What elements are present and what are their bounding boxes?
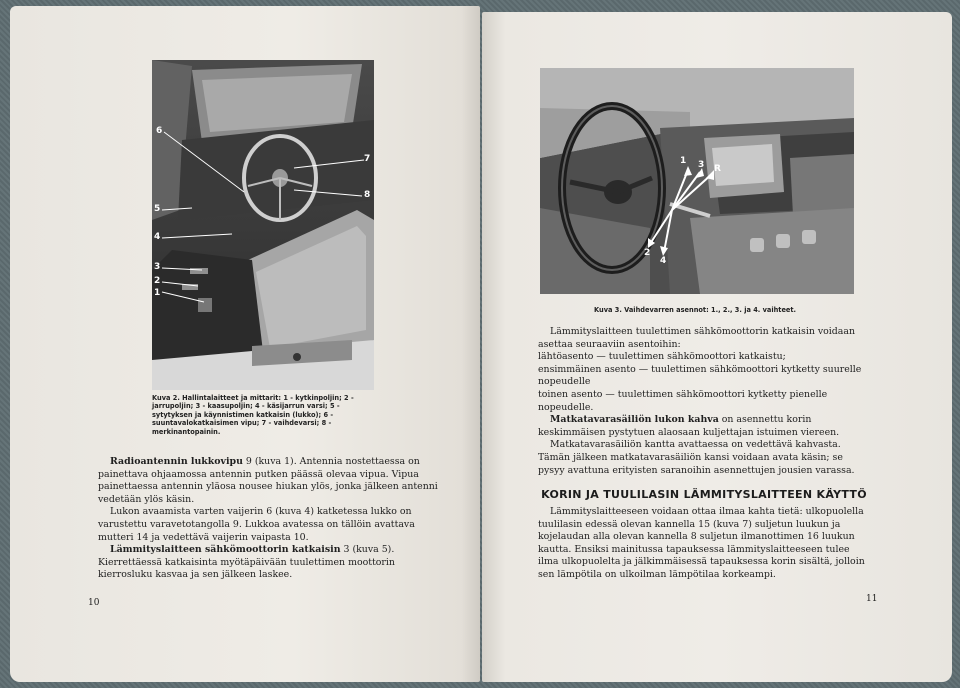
- paragraph: [98, 456, 446, 506]
- paragraph-text: Lukon avaamista varten vaijerin 6 (kuva 4) katketessa lukko on varustettu varavetotangolla 9. Lukkoa avatessa on tällöin avattava mutteri 14 ja vedettävä vaijerin vaipasta 10.: [98, 506, 415, 543]
- callout-8: 8: [364, 190, 371, 200]
- callout-2: 2: [154, 276, 161, 286]
- gear-label-4: 4: [660, 256, 667, 266]
- figure-3-caption: Kuva 3. Vaihdevarren asennot: 1., 2., 3. ja 4. vaihteet.: [594, 306, 797, 314]
- callout-1: 1: [154, 288, 161, 298]
- paragraph: [538, 439, 870, 477]
- gear-label-3: 3: [698, 160, 705, 170]
- section-heading: KORIN JA TUULILASIN LÄMMITYSLAITTEEN KÄYTTÖ: [541, 488, 867, 501]
- paragraph-text: Matkatavarasäiliön kantta avattaessa on vedettävä kahvasta. Tämän jälkeen matkatavarasäiliön kansi voidaan avata käsin; se pysyy avattuna erityisten saranoihin asennettujen jousien varassa.: [538, 439, 855, 476]
- page-number-left: 10: [88, 598, 100, 608]
- paragraph-text: toinen asento — tuulettimen sähkömoottori kytketty pienelle nopeudelle.: [538, 388, 828, 413]
- paragraph-text: lähtöasento — tuulettimen sähkömoottori katkaistu;: [538, 351, 786, 363]
- paragraph-text: 9 (kuva 1). Antennia nostettaessa on painettava ohjaamossa antennin putken päässä olevaa vipua. Vipua painettaessa antennin yläosa nousee hiukan ylös, jonka jälkeen antenni vedetään ylös käsin.: [98, 456, 438, 505]
- paragraph: [538, 506, 870, 582]
- gear-label-2: 2: [644, 248, 651, 258]
- left-body-text: [98, 456, 446, 582]
- paragraph-text: 3 (kuva 5). Kierrettäessä katkaisinta myötäpäivään tuulettimen moottorin kierrosluku kasvaa ja sen jälkeen laskee.: [98, 544, 395, 581]
- paragraph-bold: Lämmityslaitteen sähkömoottorin katkaisin: [110, 544, 341, 556]
- paragraph-text: Lämmityslaitteen tuulettimen sähkömoottorin katkaisin voidaan asettaa seuraaviin asentoihin:: [538, 326, 855, 350]
- paragraph-text: ensimmäinen asento — tuulettimen sähkömoottori kytketty suurelle nopeudelle: [538, 363, 862, 388]
- right-page: [482, 12, 952, 682]
- right-body-text-top: [538, 326, 870, 477]
- gearshift-photo: [540, 68, 854, 294]
- callout-5: 5: [154, 204, 161, 214]
- callout-3: 3: [154, 262, 161, 272]
- page-number-right: 11: [866, 594, 878, 604]
- paragraph-bold: Radioantennin lukkovipu: [110, 456, 243, 467]
- right-body-text-bottom: [538, 506, 870, 582]
- callout-6: 6: [156, 126, 163, 136]
- paragraph-text: on asennettu korin keskimmäisen pystytuen alaosaan kuljettajan istuimen viereen.: [538, 414, 840, 438]
- gear-label-r: R: [714, 164, 721, 174]
- paragraph: [538, 326, 870, 351]
- gear-label-1: 1: [680, 156, 687, 166]
- left-page: [10, 6, 480, 682]
- callout-4: 4: [154, 232, 161, 242]
- paragraph: [98, 544, 446, 582]
- paragraph: [538, 364, 870, 389]
- paragraph: [538, 389, 870, 414]
- dashboard-controls-photo: [152, 60, 374, 390]
- paragraph: [98, 506, 446, 544]
- paragraph: [538, 351, 870, 364]
- figure-2-caption: Kuva 2. Hallintalaitteet ja mittarit: 1 - kytkinpoljin; 2 - jarrupoljin; 3 - kaasupoljin; 4 - käsijarrun varsi; 5 - sytytyksen ja käynnistimen katkaisin (lukko); 6 - suuntavalokatkaisimen vipu; 7 - vaihdevarsi; 8 - merkinantopainin.: [152, 394, 354, 436]
- callout-7: 7: [364, 154, 371, 164]
- paragraph: [538, 414, 870, 439]
- paragraph-bold: Matkatavarasäiliön lukon kahva: [550, 414, 719, 426]
- paragraph-text: Lämmityslaitteeseen voidaan ottaa ilmaa kahta tietä: ulkopuolella tuulilasin edessä olevan kannella 15 (kuva 7) suljetun luukun ja kojelaudan alla olevan kannella 8 suljetun ilmanottimen 16 luukun kautta. Ensiksi mainitussa tapauksessa lämmityslaitteeseen tulee ilma ulkopuolelta ja jälkimmäisessä tapauksessa korin sisältä, jolloin sen lämpötila on ulkoilman lämpötilaa korkeampi.: [538, 506, 865, 580]
